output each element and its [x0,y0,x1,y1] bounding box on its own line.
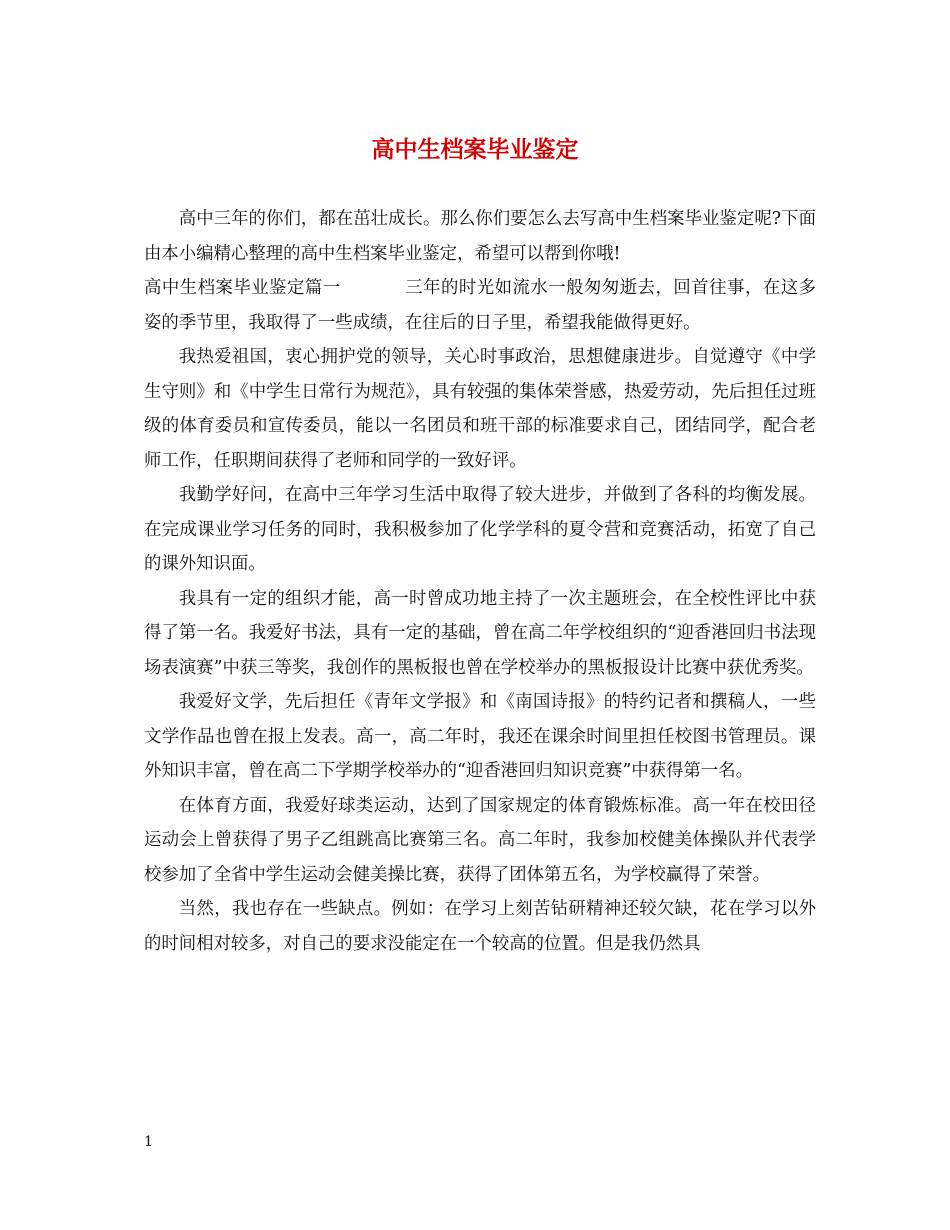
body-paragraph: 在体育方面，我爱好球类运动，达到了国家规定的体育锻炼标准。高一年在校田径运动会上曾获得了男子乙组跳高比赛第三名。高二年时，我参加校健美体操队并代表学校参加了全省中学生运动会健美操比赛，获得了团体第五名，为学校赢得了荣誉。 [144,795,816,885]
page-number: 1 [144,1134,153,1150]
body-paragraph: 我热爱祖国，衷心拥护党的领导，关心时事政治，思想健康进步。自觉遵守《中学生守则》和《中学生日常行为规范》，具有较强的集体荣誉感，热爱劳动，先后担任过班级的体育委员和宣传委员，能以一名团员和班干部的标准要求自己，团结同学，配合老师工作，任职期间获得了老师和同学的一致好评。 [144,347,816,471]
document-body [144,202,816,961]
document-title: 高中生档案毕业鉴定 [371,136,579,163]
body-paragraph: 我爱好文学，先后担任《青年文学报》和《南国诗报》的特约记者和撰稿人，一些文学作品也曾在报上发表。高一，高二年时，我还在课余时间里担任校图书管理员。课外知识丰富，曾在高二下学期学校举办的“迎香港回归知识竞赛”中获得第一名。 [144,692,816,781]
body-paragraph: 我勤学好问，在高中三年学习生活中取得了较大进步，并做到了各科的均衡发展。在完成课业学习任务的同时，我积极参加了化学学科的夏令营和竞赛活动，拓宽了自己的课外知识面。 [144,485,816,574]
section-first-paragraph [144,271,816,340]
intro-paragraph: 高中三年的你们，都在茁壮成长。那么你们要怎么去写高中生档案毕业鉴定呢?下面由本小编精心整理的高中生档案毕业鉴定，希望可以帮到你哦! [144,209,816,264]
body-paragraph: 当然，我也存在一些缺点。例如：在学习上刻苦钻研精神还较欠缺，花在学习以外的时间相对较多，对自己的要求没能定在一个较高的位置。但是我仍然具 [144,899,816,954]
body-paragraph: 我具有一定的组织才能，高一时曾成功地主持了一次主题班会，在全校性评比中获得了第一名。我爱好书法，具有一定的基础，曾在高二年学校组织的“迎香港回归书法现场表演赛”中获三等奖，我创作的黑板报也曾在学校举办的黑板报设计比赛中获优秀奖。 [144,588,816,678]
section-first-text: 三年的时光如流水一般匆匆逝去，回首往事，在这多姿的季节里，我取得了一些成绩，在往后的日子里，希望我能做得更好。 [144,278,816,333]
section-heading: 高中生档案毕业鉴定篇一 [144,278,341,298]
